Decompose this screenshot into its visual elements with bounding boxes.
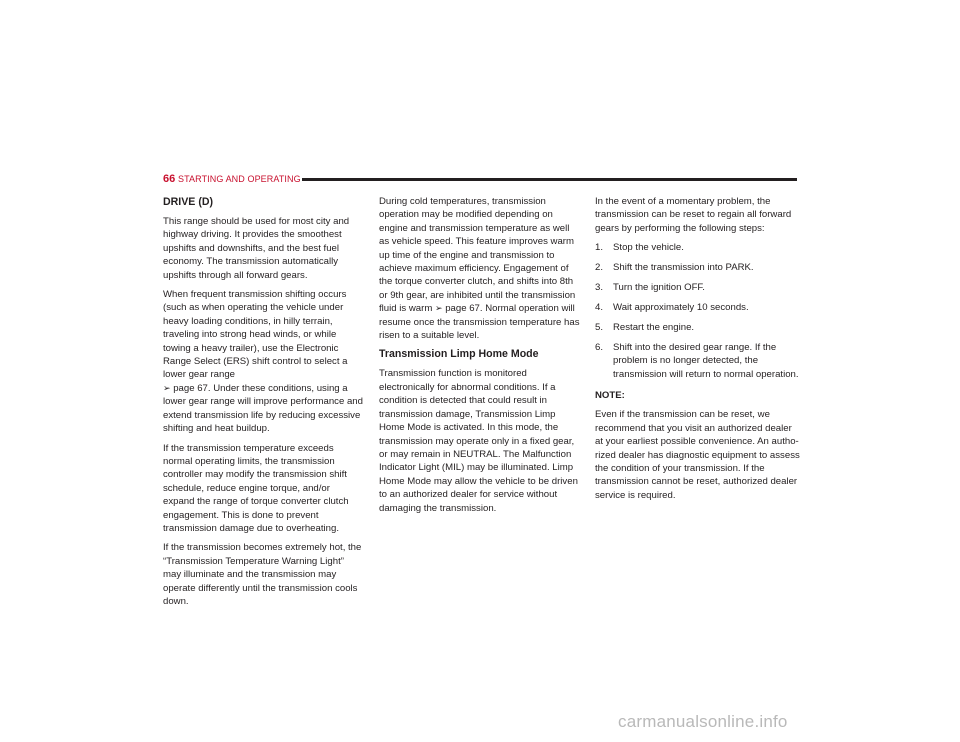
list-item: 2. Shift the transmission into PARK. [595,262,754,274]
paragraph [163,288,363,435]
column-2 [379,195,581,521]
paragraph-text: When frequent transmission shifting occurs (such as when operating the vehicle under heavy loading conditions, in hilly terrain, traveling into strong head winds, or while towing a heavy trailer), use the Electronic Range Select (ERS) shift control to select a lower gear range [163,289,348,381]
paragraph: This range should be used for most city and highway driving. It provides the smoothest upshifts and downshifts, and the best fuel economy. The transmission automatically upshifts through all forward gears. [163,216,350,281]
page-reference-link[interactable]: page 67 [445,303,480,315]
page-header [163,172,797,186]
paragraph: In the event of a momentary problem, the transmission can be reset to regain all forward gears by performing the following steps: [595,196,792,234]
page-reference-arrow-icon: ➢ [434,303,443,314]
paragraph-text: . Normal operation will resume once the transmission temperature has risen to a suitable level. [379,303,580,342]
header-rule [302,178,797,181]
list-item: 5. Restart the engine. [595,321,695,333]
paragraph: Transmission function is monitored electronically for abnormal conditions. If a condition is detected that could result in transmission damage, Transmission Limp Home Mode is activated. In this mode, the transmission may operate only in a fixed gear, or may remain in NEUTRAL. The Malfunction Indicator Light (MIL) may be illuminated. Limp Home Mode may allow the vehicle to be driven to an authorized dealer for service without damaging the transmission. [379,368,578,514]
column-3 [595,195,800,508]
list-item: 1. Stop the vehicle. [595,242,684,254]
paragraph-text: During cold temperatures, transmission operation may be modified depending on engine and transmission temperature as well as vehicle speed. This feature improves warm up time of the engine and transmission to achieve maximum efficiency. Engagement of the torque converter clutch, and shifts into 8th or 9th gear, are inhibited until the transmission fluid is warm [379,196,576,315]
page-number: 66 [163,173,176,185]
page-reference-arrow-icon: ➢ [163,382,171,393]
list-item: 6. Shift into the desired gear range. If the problem is no longer detected, the transmission will return to normal operation. [595,341,799,380]
section-title: STARTING AND OPERATING [178,174,301,184]
paragraph: If the transmission becomes extremely hot, the “Transmission Temperature Warning Light” may illuminate and the transmission may operate differently until the transmission cools down. [163,542,362,607]
reset-steps-list [595,241,800,381]
page-reference-link[interactable]: page 67 [173,382,208,394]
drive-heading: DRIVE (D) [163,196,214,208]
list-item: 3. Turn the ignition OFF. [595,282,705,294]
list-item: 4. Wait approximately 10 seconds. [595,301,749,313]
paragraph: If the transmission temperature exceeds normal operating limits, the transmission controller may modify the transmission shift schedule, reduce engine torque, and/or expand the range of torque converter clutch engagement. This is done to prevent transmission damage due to overheating. [163,442,349,534]
note-label: NOTE: [595,389,625,401]
limp-home-heading: Transmission Limp Home Mode [379,348,539,361]
note-text: Even if the transmission can be reset, we recommend that you visit an authorized dealer at your earliest possible convenience. An autho-rized dealer has diagnostic equipment to assess the condition of your transmission. If the transmission cannot be reset, authorized dealer service is required. [595,409,800,501]
watermark: carmanualsonline.info [618,712,788,731]
paragraph [379,195,581,342]
column-1 [163,196,363,614]
paragraph-text: . Under these conditions, using a lower gear range will improve performance and extend transmission life by reducing excessive shifting and heat buildup. [163,382,363,435]
